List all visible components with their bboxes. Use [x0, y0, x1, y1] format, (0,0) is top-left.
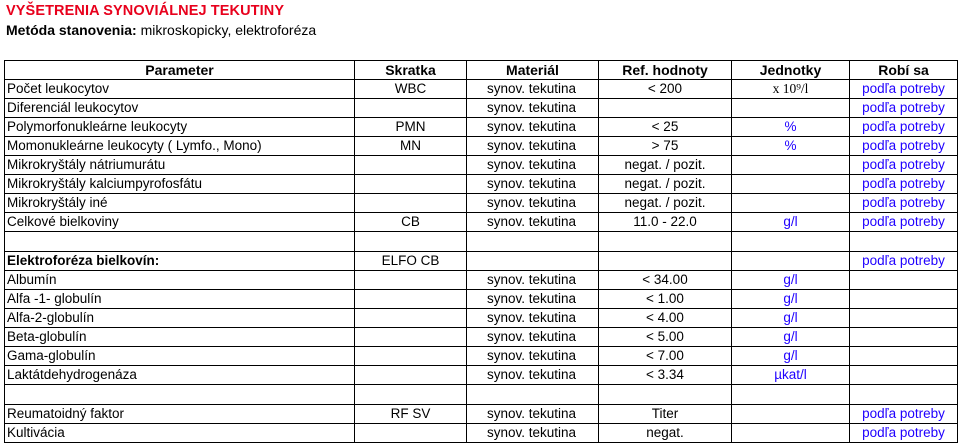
- material-cell: synov. tekutina: [467, 194, 599, 213]
- empty-cell: [599, 252, 732, 271]
- reference-cell: negat. / pozit.: [599, 194, 732, 213]
- material-cell: synov. tekutina: [467, 309, 599, 328]
- abbreviation-cell: [355, 156, 467, 175]
- material-cell: synov. tekutina: [467, 366, 599, 385]
- abbreviation-cell: MN: [355, 137, 467, 156]
- parameter-cell: Mikrokryštály kalciumpyrofosfátu: [5, 175, 355, 194]
- table-row: [5, 80, 958, 99]
- table-row: [5, 328, 958, 347]
- unit-cell: [732, 424, 850, 443]
- empty-cell: [355, 328, 467, 347]
- material-cell: synov. tekutina: [467, 290, 599, 309]
- empty-cell: [5, 232, 355, 252]
- material-cell: synov. tekutina: [467, 175, 599, 194]
- parameter-cell: Laktátdehydrogenáza: [5, 366, 355, 385]
- empty-cell: [850, 328, 958, 347]
- abbreviation-cell: PMN: [355, 118, 467, 137]
- empty-cell: [467, 252, 599, 271]
- reference-cell: < 3.34: [599, 366, 732, 385]
- column-header: Jednotky: [732, 61, 850, 80]
- parameter-cell: Kultivácia: [5, 424, 355, 443]
- reference-cell: > 75: [599, 137, 732, 156]
- table-row: [5, 137, 958, 156]
- column-header: Parameter: [5, 61, 355, 80]
- parameter-cell: Albumín: [5, 271, 355, 290]
- reference-cell: < 4.00: [599, 309, 732, 328]
- empty-cell: [467, 232, 599, 252]
- material-cell: synov. tekutina: [467, 156, 599, 175]
- empty-cell: [732, 252, 850, 271]
- unit-cell: g/l: [732, 309, 850, 328]
- material-cell: synov. tekutina: [467, 118, 599, 137]
- column-header: Robí sa: [850, 61, 958, 80]
- material-cell: synov. tekutina: [467, 137, 599, 156]
- abbreviation-cell: WBC: [355, 80, 467, 99]
- unit-cell: g/l: [732, 290, 850, 309]
- spacer-row: [5, 385, 958, 405]
- reference-cell: < 5.00: [599, 328, 732, 347]
- table-header-row: [5, 61, 958, 80]
- empty-cell: [732, 232, 850, 252]
- empty-cell: [467, 385, 599, 405]
- column-header: Skratka: [355, 61, 467, 80]
- table-row: [5, 366, 958, 385]
- table-row: [5, 118, 958, 137]
- parameter-cell: Beta-globulín: [5, 328, 355, 347]
- reference-cell: < 200: [599, 80, 732, 99]
- abbreviation-cell: ELFO CB: [355, 252, 467, 271]
- reference-cell: Titer: [599, 405, 732, 424]
- material-cell: synov. tekutina: [467, 424, 599, 443]
- table-row: [5, 424, 958, 443]
- reference-cell: negat.: [599, 424, 732, 443]
- reference-cell: [599, 99, 732, 118]
- table-row: [5, 213, 958, 232]
- unit-cell: [732, 99, 850, 118]
- method-value: mikroskopicky, elektroforéza: [136, 22, 317, 38]
- frequency-cell: podľa potreby: [850, 194, 958, 213]
- abbreviation-cell: [355, 175, 467, 194]
- unit-cell: [732, 175, 850, 194]
- unit-cell: %: [732, 118, 850, 137]
- reference-cell: negat. / pozit.: [599, 156, 732, 175]
- empty-cell: [850, 232, 958, 252]
- unit-cell: [732, 156, 850, 175]
- parameter-cell: Alfa-2-globulín: [5, 309, 355, 328]
- material-cell: synov. tekutina: [467, 347, 599, 366]
- unit-cell: g/l: [732, 213, 850, 232]
- parameter-cell: Diferenciál leukocytov: [5, 99, 355, 118]
- page-title: VYŠETRENIA SYNOVIÁLNEJ TEKUTINY: [6, 3, 285, 19]
- empty-cell: [850, 347, 958, 366]
- method-label: Metóda stanovenia:: [6, 22, 137, 38]
- parameter-cell: Alfa -1- globulín: [5, 290, 355, 309]
- column-header: Materiál: [467, 61, 599, 80]
- frequency-cell: podľa potreby: [850, 156, 958, 175]
- frequency-cell: podľa potreby: [850, 99, 958, 118]
- empty-cell: [732, 385, 850, 405]
- material-cell: synov. tekutina: [467, 328, 599, 347]
- reference-cell: < 34.00: [599, 271, 732, 290]
- material-cell: synov. tekutina: [467, 99, 599, 118]
- results-table: [4, 60, 958, 443]
- frequency-cell: podľa potreby: [850, 118, 958, 137]
- empty-cell: [599, 385, 732, 405]
- empty-cell: [355, 232, 467, 252]
- elfo-label: Elektroforéza bielkovín:: [5, 252, 355, 271]
- table-row: [5, 271, 958, 290]
- table-row: [5, 405, 958, 424]
- frequency-cell: podľa potreby: [850, 213, 958, 232]
- empty-cell: [355, 366, 467, 385]
- parameter-cell: Mikrokryštály iné: [5, 194, 355, 213]
- unit-cell: %: [732, 137, 850, 156]
- parameter-cell: Počet leukocytov: [5, 80, 355, 99]
- abbreviation-cell: [355, 194, 467, 213]
- material-cell: synov. tekutina: [467, 271, 599, 290]
- frequency-cell: podľa potreby: [850, 80, 958, 99]
- table-row: [5, 175, 958, 194]
- parameter-cell: Reumatoidný faktor: [5, 405, 355, 424]
- frequency-cell: podľa potreby: [850, 424, 958, 443]
- empty-cell: [355, 271, 467, 290]
- frequency-cell: podľa potreby: [850, 175, 958, 194]
- table-row: [5, 290, 958, 309]
- empty-cell: [850, 366, 958, 385]
- empty-cell: [850, 290, 958, 309]
- material-cell: synov. tekutina: [467, 213, 599, 232]
- frequency-cell: podľa potreby: [850, 137, 958, 156]
- table-row: [5, 347, 958, 366]
- unit-cell: g/l: [732, 328, 850, 347]
- abbreviation-cell: [355, 424, 467, 443]
- unit-cell: [732, 405, 850, 424]
- empty-cell: [850, 385, 958, 405]
- method-line: [6, 22, 316, 38]
- empty-cell: [850, 271, 958, 290]
- empty-cell: [850, 309, 958, 328]
- table-row: [5, 194, 958, 213]
- table-row: [5, 309, 958, 328]
- abbreviation-cell: [355, 99, 467, 118]
- unit-cell: µkat/l: [732, 366, 850, 385]
- reference-cell: < 1.00: [599, 290, 732, 309]
- empty-cell: [599, 232, 732, 252]
- reference-cell: < 25: [599, 118, 732, 137]
- frequency-cell: podľa potreby: [850, 252, 958, 271]
- parameter-cell: Mikrokryštály nátriumurátu: [5, 156, 355, 175]
- column-header: Ref. hodnoty: [599, 61, 732, 80]
- reference-cell: < 7.00: [599, 347, 732, 366]
- reference-cell: negat. / pozit.: [599, 175, 732, 194]
- frequency-cell: podľa potreby: [850, 405, 958, 424]
- empty-cell: [355, 385, 467, 405]
- table-row: [5, 99, 958, 118]
- parameter-cell: Momonukleárne leukocyty ( Lymfo., Mono): [5, 137, 355, 156]
- parameter-cell: Celkové bielkoviny: [5, 213, 355, 232]
- parameter-cell: Gama-globulín: [5, 347, 355, 366]
- unit-cell: x 10⁹/l: [732, 80, 850, 99]
- reference-cell: 11.0 - 22.0: [599, 213, 732, 232]
- empty-cell: [355, 347, 467, 366]
- empty-cell: [5, 385, 355, 405]
- elfo-row: [5, 252, 958, 271]
- unit-cell: g/l: [732, 271, 850, 290]
- abbreviation-cell: RF SV: [355, 405, 467, 424]
- empty-cell: [355, 309, 467, 328]
- abbreviation-cell: CB: [355, 213, 467, 232]
- material-cell: synov. tekutina: [467, 80, 599, 99]
- spacer-row: [5, 232, 958, 252]
- parameter-cell: Polymorfonukleárne leukocyty: [5, 118, 355, 137]
- material-cell: synov. tekutina: [467, 405, 599, 424]
- unit-cell: g/l: [732, 347, 850, 366]
- unit-cell: [732, 194, 850, 213]
- table-row: [5, 156, 958, 175]
- empty-cell: [355, 290, 467, 309]
